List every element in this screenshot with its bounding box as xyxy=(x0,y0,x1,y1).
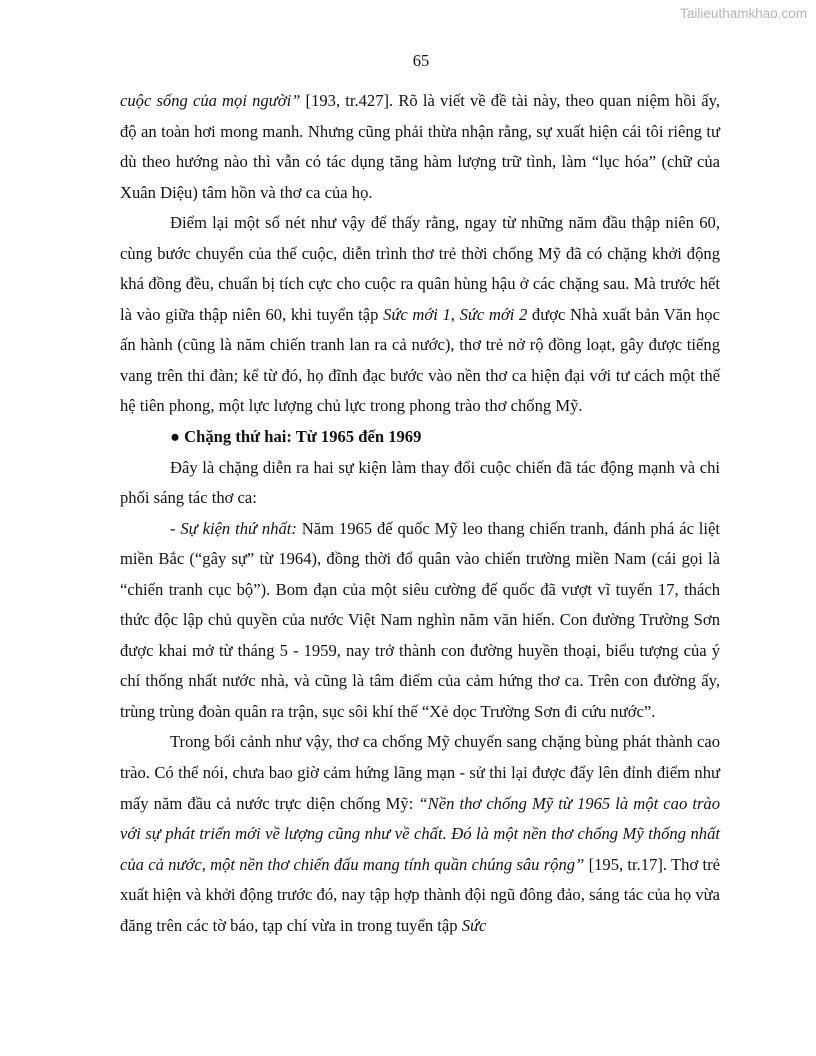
paragraph-text: Trong bối cảnh như vậy, thơ ca chống Mỹ chuyển sang chặng bùng phát thành cao trào. Có thể nói, chưa bao giờ cảm hứng lãng mạn - sử thi lại được đẩy lên đỉnh điểm như mấy năm đầu cả nước trực diện chống Mỹ: xyxy=(120,732,720,813)
document-body xyxy=(120,86,720,941)
paragraph-text: , xyxy=(450,304,460,324)
book-title: Sức xyxy=(461,915,487,935)
quote: “Nền thơ chống Mỹ từ 1965 là một cao trào với sự phát triển mới về lượng cũng như về chất. Đó là một nền thơ chống Mỹ thống nhất của cả nước, một nền thơ chiến đấu mang tính quần chúng sâu rộng” xyxy=(120,793,720,874)
paragraph-2 xyxy=(120,208,720,422)
paragraph-1 xyxy=(120,86,720,208)
watermark: Tailieuthamkhao.com xyxy=(680,6,807,21)
page-number: 65 xyxy=(412,51,430,70)
paragraph-text: [195, tr.17]. Thơ trẻ xuất hiện và khởi động trước đó, nay tập hợp thành đội ngũ đông đảo, sáng tác của họ vừa đăng trên các tờ báo, tạp chí vừa in trong tuyển tập xyxy=(120,854,720,935)
paragraph-text: Năm 1965 đế quốc Mỹ leo thang chiến tranh, đánh phá ác liệt miền Bắc (“gây sự” từ 1964), đồng thời đổ quân vào chiến trường miền Nam (cái gọi là “chiến tranh cục bộ”). Bom đạn của một siêu cường đế quốc đã vượt vĩ tuyến 17, thách thức độc lập chủ quyền của nước Việt Nam nghìn năm văn hiến. Con đường Trường Sơn được khai mở từ tháng 5 - 1959, nay trở thành con đường huyền thoại, biểu tượng của ý chí thống nhất nước nhà, và cũng là tâm điểm của cảm hứng thơ ca. Trên con đường ấy, trùng trùng đoàn quân ra trận, sục sôi khí thế “Xẻ dọc Trường Sơn đi cứu nước”. xyxy=(120,518,720,721)
quote-fragment: cuộc sống của mọi người” xyxy=(120,91,301,110)
paragraph-text: được Nhà xuất bản Văn học ấn hành (cũng là năm chiến tranh lan ra cả nước), thơ trẻ nở rộ đồng loạt, gây được tiếng vang trên thi đàn; kể từ đó, họ đĩnh đạc bước vào nền thơ ca hiện đại với tư cách một thế hệ tiên phong, một lực lượng chủ lực trong phong trào thơ chống Mỹ. xyxy=(120,304,720,416)
paragraph-5 xyxy=(120,727,720,941)
paragraph-text: [193, tr.427]. Rõ là viết về đề tài này, theo quan niệm hồi ấy, độ an toàn hơi mong manh. Nhưng cũng phải thừa nhận rằng, sự xuất hiện cái tôi riêng tư dù theo hướng nào thì vẫn có tác dụng tăng hàm lượng trữ tình, làm “lục hóa” (chữ của Xuân Diệu) tâm hồn và thơ ca của họ. xyxy=(120,91,720,202)
book-title: Sức mới 2 xyxy=(459,304,528,324)
section-heading: ● Chặng thứ hai: Từ 1965 đến 1969 xyxy=(170,427,422,447)
event-label: - Sự kiện thứ nhất: xyxy=(170,518,297,538)
paragraph-text: Điểm lại một số nét như vậy để thấy rằng, ngay từ những năm đầu thập niên 60, cùng bước chuyển của thế cuộc, diễn trình thơ trẻ thời chống Mỹ đã có chặng khởi động khá đồng đều, chuẩn bị tích cực cho cuộc ra quân hùng hậu ở các chặng sau. Mà trước hết là vào giữa thập niên 60, khi tuyển tập xyxy=(120,213,720,324)
book-title: Sức mới 1 xyxy=(383,304,451,324)
paragraph-4 xyxy=(120,514,720,728)
paragraph-3: Đây là chặng diễn ra hai sự kiện làm thay đổi cuộc chiến đã tác động mạnh và chi phối sáng tác thơ ca: xyxy=(120,457,720,508)
